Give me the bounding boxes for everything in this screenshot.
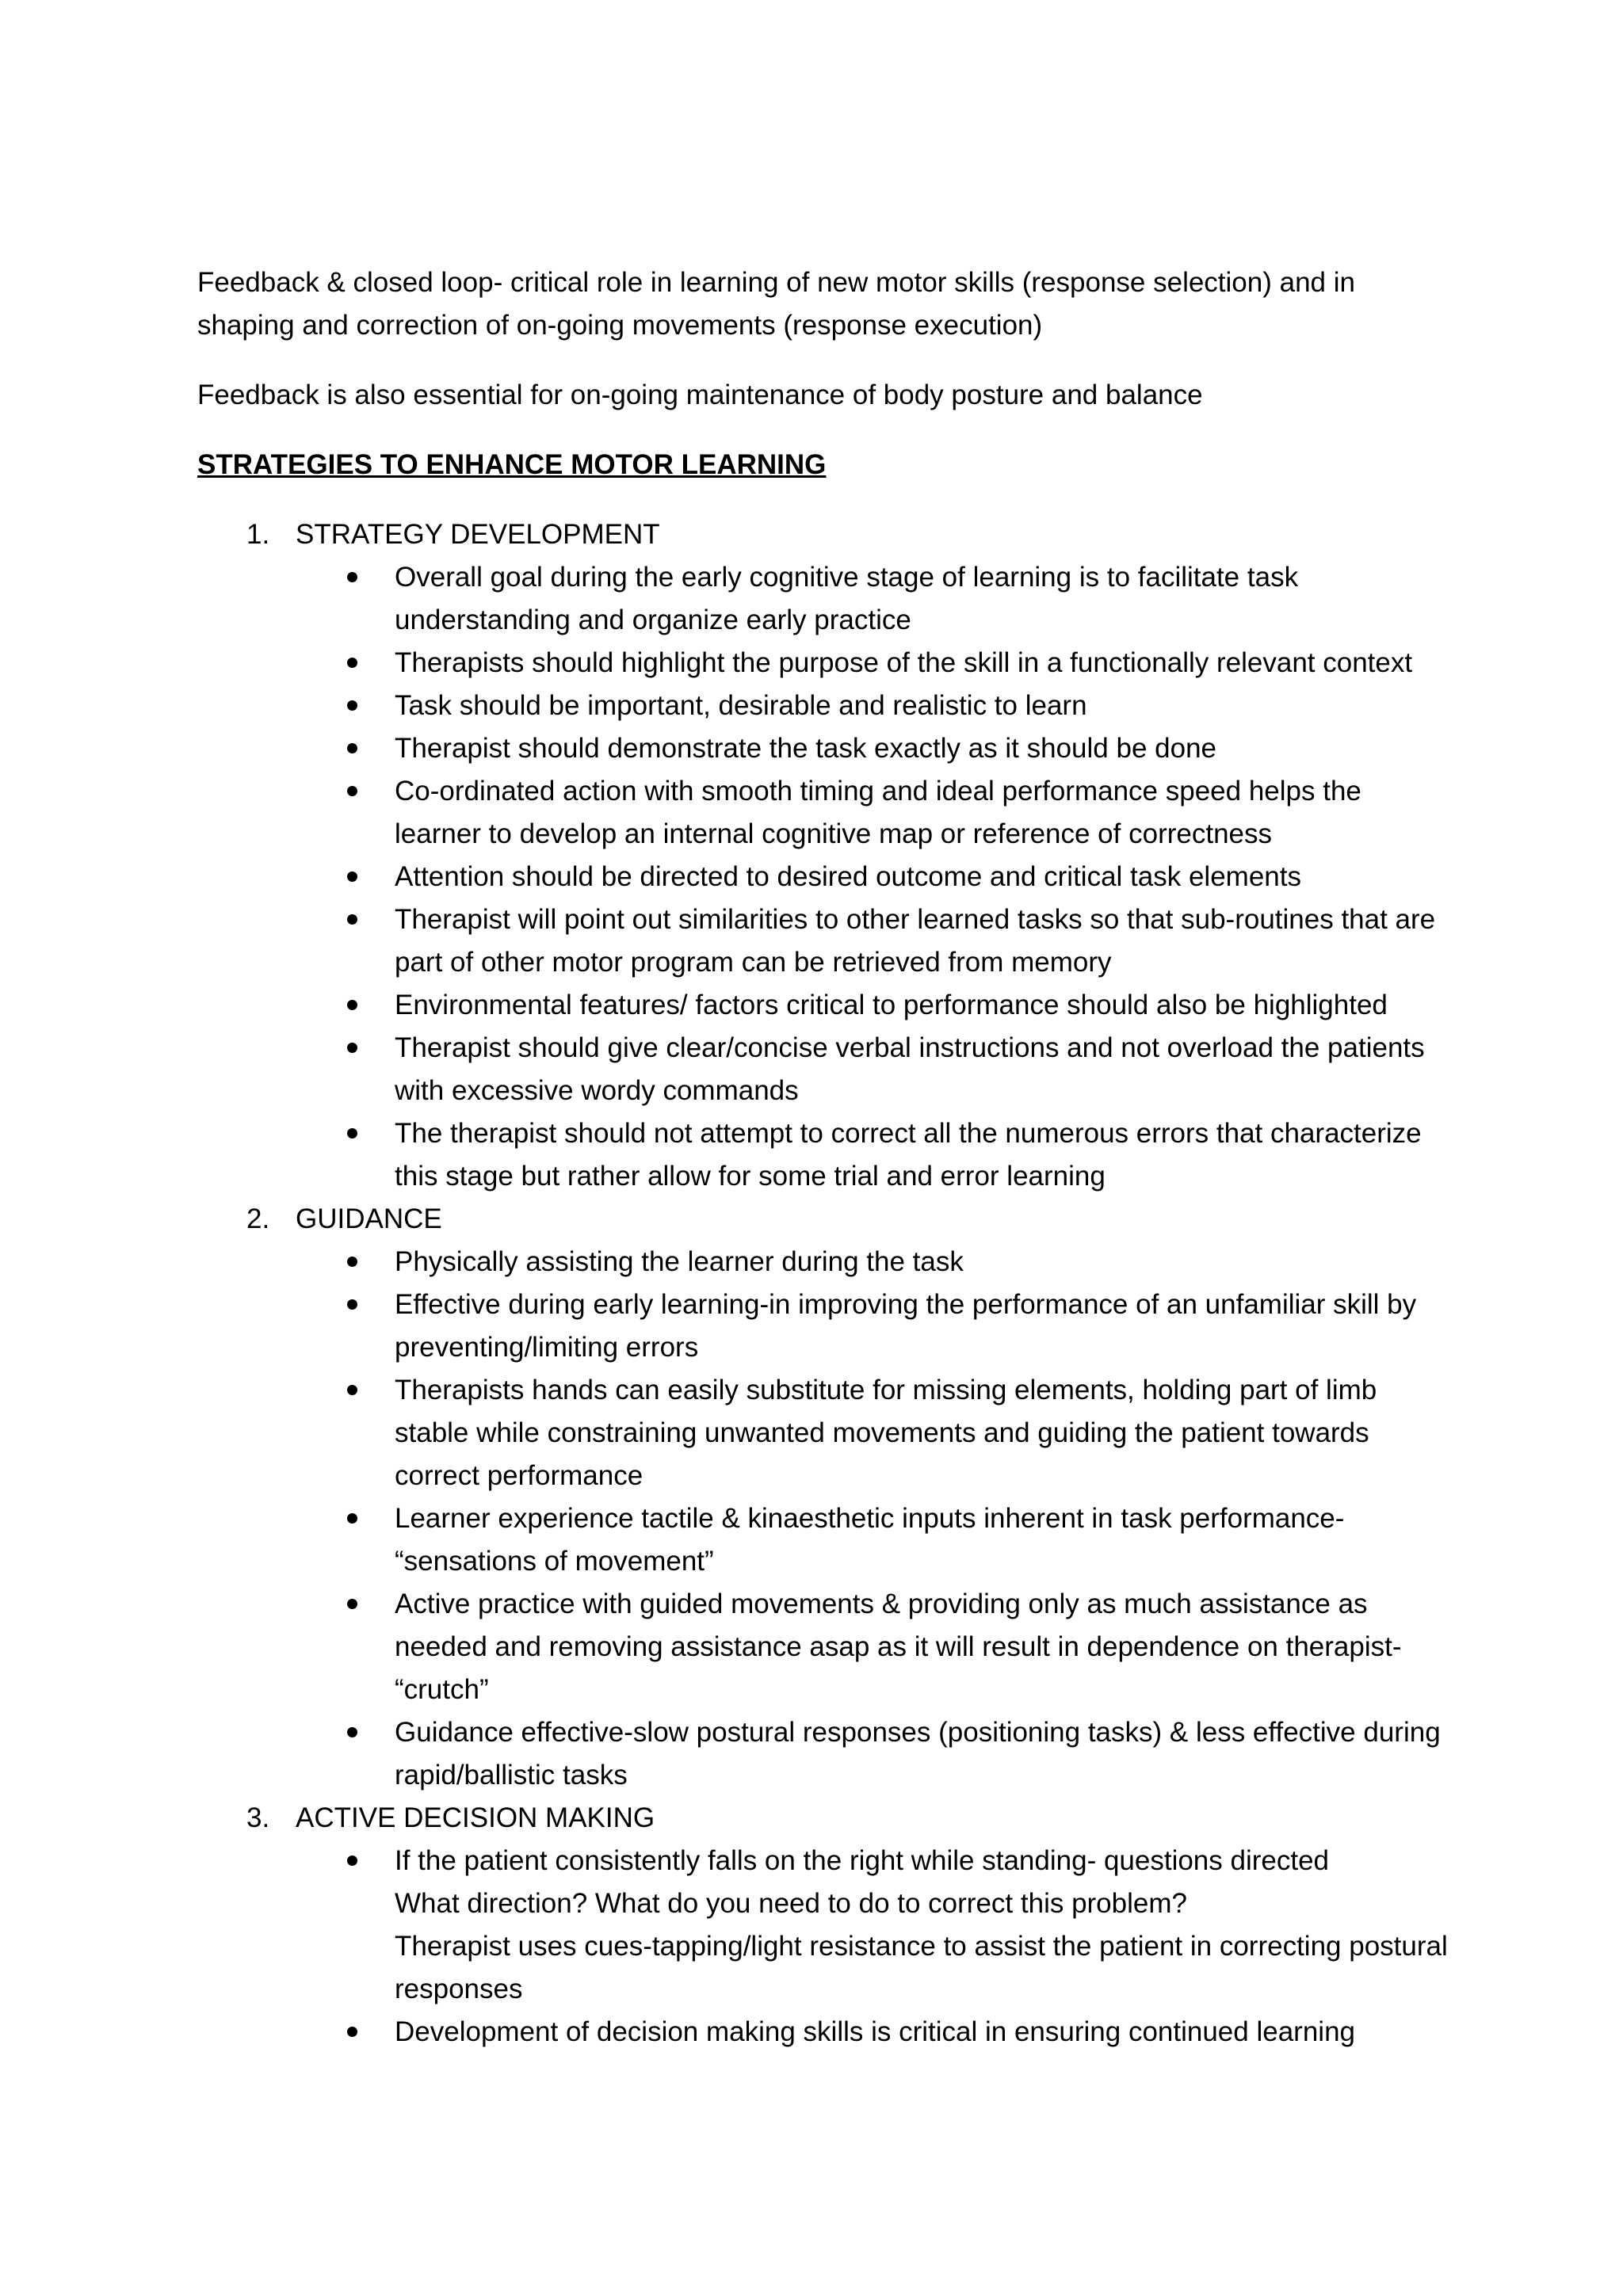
list-item xyxy=(197,898,1449,984)
document-body xyxy=(197,261,1449,2054)
list-number: 3. xyxy=(246,1802,270,1833)
bullet-icon xyxy=(347,1128,357,1138)
bullet-text: Task should be important, desirable and realistic to learn xyxy=(395,690,1087,721)
list-number: 2. xyxy=(246,1203,270,1234)
list-item xyxy=(197,856,1449,898)
bullet-list xyxy=(296,1840,1449,2054)
strategy-item-strategy-development xyxy=(197,513,1449,1198)
bullet-text: Attention should be directed to desired outcome and critical task elements xyxy=(395,861,1301,892)
list-item xyxy=(197,642,1449,685)
list-item xyxy=(197,1840,1449,2011)
bullet-text: Therapist should demonstrate the task exactly as it should be done xyxy=(395,733,1216,764)
list-item xyxy=(197,2011,1449,2054)
bullet-text: If the patient consistently falls on the right while standing- questions directed xyxy=(395,1845,1330,1876)
bullet-text-continued: Therapist uses cues-tapping/light resistance to assist the patient in correcting postural responses xyxy=(395,1931,1448,2004)
bullet-icon xyxy=(347,700,357,711)
list-item xyxy=(197,984,1449,1027)
list-item xyxy=(197,1497,1449,1583)
bullet-text: Therapist should give clear/concise verbal instructions and not overload the patients with excessive wordy commands xyxy=(395,1032,1425,1106)
list-item xyxy=(197,1369,1449,1497)
bullet-icon xyxy=(347,1599,357,1609)
bullet-text: Environmental features/ factors critical to performance should also be highlighted xyxy=(395,990,1388,1020)
bullet-icon xyxy=(347,1727,357,1737)
bullet-icon xyxy=(347,914,357,925)
strategy-item-active-decision-making xyxy=(197,1797,1449,2054)
section-heading: STRATEGIES TO ENHANCE MOTOR LEARNING xyxy=(197,449,827,480)
bullet-icon xyxy=(347,2027,357,2037)
bullet-text: The therapist should not attempt to correct all the numerous errors that characterize this stage but rather allow for some trial and error learning xyxy=(395,1118,1422,1192)
bullet-text: Therapists should highlight the purpose of the skill in a functionally relevant context xyxy=(395,647,1413,678)
list-item xyxy=(197,556,1449,642)
bullet-icon xyxy=(347,1385,357,1395)
bullet-text: Therapists hands can easily substitute for missing elements, holding part of limb stable while constraining unwanted movements and guiding the patient towards correct performance xyxy=(395,1375,1377,1491)
bullet-icon xyxy=(347,1043,357,1053)
list-item xyxy=(197,1112,1449,1198)
list-item xyxy=(197,1283,1449,1369)
list-item xyxy=(197,1583,1449,1711)
bullet-icon xyxy=(347,743,357,753)
bullet-text: Therapist will point out similarities to other learned tasks so that sub-routines that are part of other motor program can be retrieved from memory xyxy=(395,904,1436,978)
strategy-list xyxy=(197,513,1449,2054)
bullet-text: Guidance effective-slow postural responses (positioning tasks) & less effective during rapid/ballistic tasks xyxy=(395,1717,1441,1791)
bullet-icon xyxy=(347,1855,357,1866)
bullet-icon xyxy=(347,658,357,668)
list-item xyxy=(197,727,1449,770)
strategy-title: STRATEGY DEVELOPMENT xyxy=(296,519,660,550)
bullet-text: Learner experience tactile & kinaesthetic inputs inherent in task performance- “sensations of movement” xyxy=(395,1503,1345,1577)
bullet-text: Development of decision making skills is critical in ensuring continued learning xyxy=(395,2016,1355,2047)
bullet-icon xyxy=(347,1513,357,1524)
strategy-item-guidance xyxy=(197,1198,1449,1797)
bullet-icon xyxy=(347,1000,357,1010)
bullet-icon xyxy=(347,1299,357,1310)
bullet-text: Physically assisting the learner during the task xyxy=(395,1246,964,1277)
paragraph-feedback-closed-loop: Feedback & closed loop- critical role in learning of new motor skills (response selection) and in shaping and correction of on-going movements (response execution) xyxy=(197,267,1355,341)
bullet-icon xyxy=(347,871,357,882)
bullet-text-continued: What direction? What do you need to do to correct this problem? xyxy=(395,1888,1187,1919)
bullet-text: Co-ordinated action with smooth timing and ideal performance speed helps the learner to develop an internal cognitive map or reference of correctness xyxy=(395,776,1361,849)
list-item xyxy=(197,770,1449,856)
list-number: 1. xyxy=(246,519,270,550)
bullet-text: Active practice with guided movements & providing only as much assistance as needed and removing assistance asap as it will result in dependence on therapist- “crutch” xyxy=(395,1589,1402,1705)
bullet-text: Effective during early learning-in improving the performance of an unfamiliar skill by preventing/limiting errors xyxy=(395,1289,1417,1363)
list-item xyxy=(197,1241,1449,1283)
paragraph-feedback-posture: Feedback is also essential for on-going maintenance of body posture and balance xyxy=(197,379,1203,410)
list-item xyxy=(197,685,1449,727)
bullet-icon xyxy=(347,786,357,796)
bullet-icon xyxy=(347,572,357,582)
bullet-icon xyxy=(347,1257,357,1267)
list-item xyxy=(197,1711,1449,1797)
strategy-title: GUIDANCE xyxy=(296,1203,442,1234)
bullet-list xyxy=(296,1241,1449,1797)
list-item xyxy=(197,1027,1449,1112)
strategy-title: ACTIVE DECISION MAKING xyxy=(296,1802,655,1833)
bullet-list xyxy=(296,556,1449,1198)
bullet-text: Overall goal during the early cognitive stage of learning is to facilitate task understanding and organize early practice xyxy=(395,562,1299,635)
